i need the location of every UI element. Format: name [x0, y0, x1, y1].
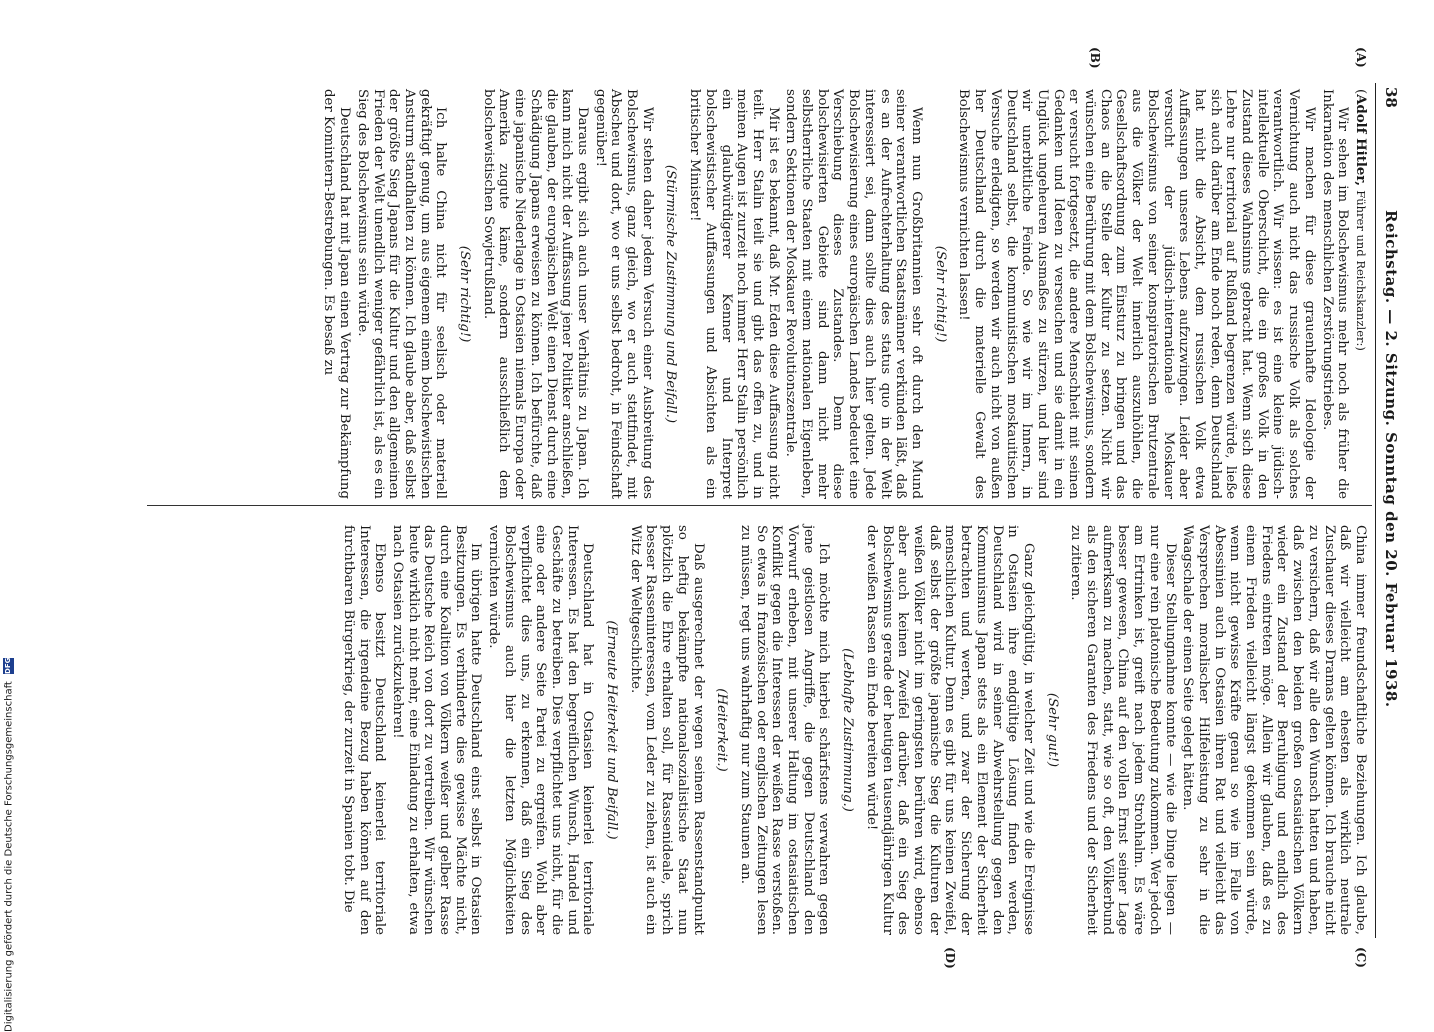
page-title: Reichstag. — 2. Sitzung. Sonntag den 20. Februar 1938.: [1382, 210, 1400, 708]
paragraph: Ich möchte mich hierbei schärfstens verwahren gegen jene geistlosen Angriffe, die gegen Deutschland den Vorwurf erheben, mit unserer Haltung im ostasiatischen Konflikt gegen die Interessen der weißen Rasse verstoßen. So etwas in französischen oder englischen Zeitungen lesen zu müssen, regt uns wahrhaftig nur zum Staunen an.: [737, 525, 832, 935]
paragraph: Ganz gleichgültig, in welcher Zeit und wie die Ereignisse in Ostasien ihre endgültige Lösung finden werden, Deutschland wird in seiner Abwehrstellung gegen den Kommunismus Japan stets als ein Element der Sicherheit betrachten und werten, und zwar der Sicherung der menschlichen Kultur. Denn es gibt für uns keinen Zweifel, daß selbst der größte japanische Sieg die Kulturen der weißen Völker nicht im geringsten berühren wird, ebenso aber auch keinen Zweifel darüber, daß ein Sieg des Bolschewismus gerade der heutigen tausendjährigen Kultur der weißen Rassen ein Ende bereiten würde!: [863, 525, 1036, 935]
margin-letter-c: (C): [1354, 947, 1368, 968]
margin-letter-a: (A): [1354, 47, 1368, 68]
paragraph: China immer freundschaftliche Beziehungen. Ich glaube, daß wir vielleicht am ehesten als wirklich neutrale Zuschauer dieses Dramas gelten können. Ich brauche nicht zu versichern, daß wir alle den Wunsch hatten und haben, daß zwischen den beiden großen ostasiatischen Völkern wieder ein Zustand der Beruhigung und endlich des Friedens eintreten möge. Allein wir glauben, daß es zu einem Frieden vielleicht längst gekommen sein würde, wenn nicht gewisse Kräfte genau so wie im Falle von Abessinien auch in Ostasien ihren Rat und vielleicht das Versprechen moralischer Hilfeleistung zu sehr in die Waagschale der einen Seite gelegt hätten.: [1180, 525, 1368, 935]
paragraph: Wenn nun Großbritannien sehr oft durch den Mund seiner verantwortlichen Staatsmänner verkünden läßt, daß es an der Aufrechterhaltung des status quo in der Welt interessiert sei, dann sollte dies auch hier gelten. Jede Bolschewisierung eines europäischen Landes bedeutet eine Verschiebung dieses Zustandes. Denn diese bolschewisierten Gebiete sind dann nicht mehr selbstherrliche Staaten mit einem nationalen Eigenleben, sondern Sektionen der Moskauer Revolutionszentrale.: [783, 89, 925, 499]
rotated-page-content: [112, 47, 1402, 969]
interjection: (Sehr gut!): [1044, 692, 1060, 768]
dfg-logo-icon: DFG: [4, 657, 12, 674]
paragraph: Mir ist es bekannt, daß Mr. Eden diese Auffassung nicht teilt. Herr Stalin teilt sie und gibt das offen zu, und in meinen Augen ist zurzeit noch immer Herr Stalin persönlich ein glaubwürdigerer Kenner und Interpret bolschewistischer Auffassungen und Absichten als ein britischer Minister!: [687, 89, 781, 499]
margin-letter-b: (B): [1088, 47, 1102, 69]
right-column: [338, 525, 1368, 935]
footer-text: Digitalisierung gefördert durch die Deutsche Forschungsgemeinschaft: [3, 681, 15, 1032]
column-divider: [147, 505, 1372, 506]
margin-letter-d: (D): [943, 947, 957, 969]
left-column: [319, 89, 1368, 499]
paragraph: Dieser Stellungnahme konnte — wie die Dinge liegen — nur eine rein platonische Bedeutung zukommen. Wer jedoch am Ertrinken ist, greift nach jedem Strohhalm. Es wäre besser gewesen, China auf den vollen Ernst seiner Lage aufmerksam zu machen, statt, wie so oft, den Völkerbund als den sicheren Garanten des Friedens und der Sicherheit zu zitieren.: [1068, 525, 1178, 935]
paragraph: Ebenso besitzt Deutschland keinerlei territoriale Interessen, die irgendeine Bezug haben können auf den furchtbaren Bürgerkrieg, der zurzeit in Spanien tobt. Die: [340, 525, 388, 935]
speaker-name: Adolf Hitler,: [1353, 94, 1368, 187]
paragraph: Daß ausgerechnet der wegen seinem Rassenstandpunkt so heftig bekämpfte nationalsozialistische Staat nun plötzlich die Ehre erhalten soll, für Rassenideale, sprich besser Rasseninteressen, vom Leder zu ziehen, ist auch ein Witz der Weltgeschichte.: [627, 525, 706, 935]
paragraph: Wir stehen daher jedem Versuch einer Ausbreitung des Bolschewismus, ganz gleich, wo er auch stattfindet, mit Abscheu und dort, wo er uns selbst bedroht, in Feindschaft gegenüber!: [592, 89, 655, 499]
interjection: (Stürmische Zustimmung und Beifall.): [663, 164, 679, 424]
page-number: 38: [1382, 87, 1400, 108]
page-header: [1374, 75, 1402, 945]
interjection: (Sehr richtig!): [457, 245, 473, 343]
interjection: (Heiterkeit.): [714, 688, 730, 772]
header-rule: [1375, 83, 1376, 938]
paragraph: Ich halte China nicht für seelisch oder materiell gekräftigt genug, um aus eigenem einem bolschewistischen Ansturm standhalten zu können. Ich glaube aber, daß selbst der größte Sieg Japans für die Kultur und den allgemeinen Frieden der Welt unendlich weniger gefährlich ist, als es ein Sieg des Bolschewismus sein würde.: [354, 89, 449, 499]
interjection: (Lebhafte Zustimmung.): [840, 648, 856, 812]
speaker-role: Führer und Reichskanzler:): [1354, 190, 1368, 351]
paragraph: Daraus ergibt sich auch unser Verhältnis zu Japan. Ich kann mich nicht der Auffassung jener Politiker anschließen, die glauben, der europäischen Welt einen Dienst durch eine Schädigung Japans erweisen zu können. Ich befürchte, daß eine japanische Niederlage in Ostasien niemals Europa oder Amerika zugute käme, sondern ausschließlich dem bolschewistischen Sowjetrußland.: [480, 89, 590, 499]
paragraph: Wir sehen im Bolschewismus mehr noch als früher die Inkarnation des menschlichen Zerstörungstriebes.: [1319, 89, 1351, 499]
paragraph: Deutschland hat in Ostasien keinerlei territoriale Interessen. Es hat den begreiflichen Wunsch, Handel und Geschäfte zu betreiben. Dies verpflichtet uns nicht, für die eine oder andere Seite Partei zu ergreifen. Wohl aber verpflichtet dies uns, zu erkennen, daß ein Sieg des Bolschewismus auch hier die letzten Möglichkeiten vernichten würde.: [486, 525, 596, 935]
paragraph: Im übrigen hatte Deutschland einst selbst in Ostasien Besitzungen. Es verhinderte dies gewisse Mächte nicht, durch eine Koalition von Völkern weißer und gelber Rasse das Deutsche Reich von dort zu vertreiben. Wir wünschen heute wirklich nicht mehr, eine Einladung zu erhalten, etwa nach Ostasien zurückzukehren!: [389, 525, 484, 935]
speaker-line: (Adolf Hitler, Führer und Reichskanzler:): [1353, 89, 1368, 351]
paragraph: Wir machen für diese grauenhafte Ideologie der Vernichtung auch nicht das russische Volk als solches verantwortlich. Wir wissen: es ist eine kleine jüdisch-intellektuelle Oberschicht, die ein großes Volk in den Zustand dieses Wahnsinns gebracht hat. Wenn sich diese Lehre nur territorial auf Rußland begrenzen würde, ließe sich auch darüber am Ende noch reden, denn Deutschland hat nicht die Absicht, dem russischen Volk etwa Auffassungen unseres Lebens aufzuzwingen. Leider aber versucht der jüdisch-internationale Moskauer Bolschewismus von seiner konspiratorischen Brutzentrale aus die Völker der Welt innerlich auszuhöhlen, die Gesellschaftsordnung zum Einsturz zu bringen und das Chaos an die Stelle der Kultur zu setzen. Nicht wir wünschen eine Berührung mit dem Bolschewismus, sondern er versucht fortgesetzt, die andere Menschheit mit seinen Gedanken und Ideen zu verseuchen und sie damit in ein Unglück ungeheuren Ausmaßes zu stürzen, und hier sind wir unerbittliche Feinde. So wie wir im Innern, in Deutschland selbst, die kommunistischen moskauitischen Versuche erledigten, so werden wir auch nicht von außen her Deutschland durch die materielle Gewalt des Bolschewismus vernichten lassen!: [956, 89, 1317, 499]
interjection: (Sehr richtig!): [932, 245, 948, 343]
paragraph: Deutschland hat mit Japan einen Vertrag zur Bekämpfung der Komintern-Bestrebungen. Es besaß zu: [321, 89, 353, 499]
digitization-footer: [3, 80, 27, 1032]
interjection: (Erneute Heiterkeit und Beifall.): [604, 620, 620, 840]
